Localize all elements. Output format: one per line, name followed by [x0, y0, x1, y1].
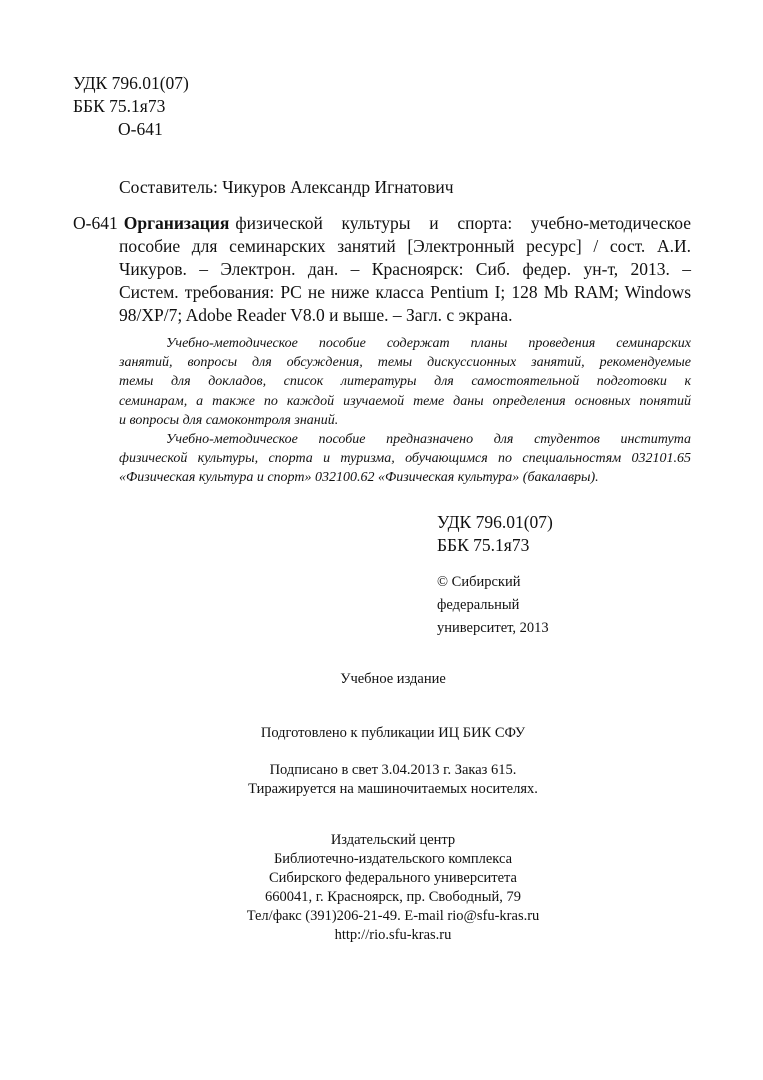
publisher-line: Сибирского федерального университета	[269, 870, 517, 886]
abstract-line: «Физическая культура и спорт» 032100.62 «Физическая культура» (бакалавры).	[119, 470, 599, 486]
publisher-info	[0, 831, 763, 945]
publisher-address: 660041, г. Красноярск, пр. Свободный, 79	[264, 889, 521, 905]
abstract-line: и вопросы для самоконтроля знаний.	[119, 412, 339, 428]
abstract-line: Учебно-методическое пособие предназначено для студентов института	[166, 432, 691, 448]
author-mark: О-641	[118, 119, 163, 139]
compiler: Составитель: Чикуров Александр Игнатович	[119, 177, 454, 197]
publisher-line: Издательский центр	[330, 832, 456, 848]
bbk-code: ББК 75.1я73	[73, 96, 166, 116]
entry-title: Организация	[123, 213, 230, 233]
entry-line: Чикуров. – Электрон. дан. – Красноярск: Сиб. федер. ун-т, 2013. –	[119, 259, 691, 279]
prepared-by: Подготовлено к публикации ИЦ БИК СФУ	[260, 725, 526, 741]
abstract-line: темы для докладов, список литературы для самостоятельной подготовки к	[119, 374, 691, 390]
publisher-line: Библиотечно-издательского комплекса	[273, 851, 513, 867]
udk-code: УДК 796.01(07)	[437, 512, 553, 532]
udk-code: УДК 796.01(07)	[73, 73, 189, 93]
entry-code: О-641	[73, 213, 118, 233]
publication-info	[0, 761, 763, 799]
abstract-line: Учебно-методическое пособие содержат планы проведения семинарских	[166, 336, 691, 351]
publisher-contacts: Тел/факс (391)206-21-49. E-mail rio@sfu-kras.ru	[246, 908, 540, 924]
publisher-website[interactable]: http://rio.sfu-kras.ru	[334, 927, 452, 943]
edition-type: Учебное издание	[340, 671, 446, 687]
copyright-line: университет, 2013	[437, 620, 549, 636]
replication-info: Тиражируется на машиночитаемых носителях.	[248, 781, 538, 797]
copyright-line: © Сибирский	[437, 574, 521, 590]
abstract-line: занятий, вопросы для обсуждения, темы дискуссионных занятий, рекомендуемые	[119, 355, 691, 371]
entry-line: Систем. требования: PC не ниже класса Pentium I; 128 Mb RAM; Windows	[119, 282, 691, 302]
signed-info: Подписано в свет 3.04.2013 г. Заказ 615.	[269, 762, 517, 778]
right-codes	[437, 511, 553, 557]
entry-line: 98/XP/7; Adobe Reader V8.0 и выше. – Загл. с экрана.	[119, 305, 513, 325]
entry-line: пособие для семинарских занятий [Электронный ресурс] / сост. А.И.	[119, 236, 691, 256]
abstract-line: семинарам, а также по каждой изучаемой теме даны определения основных понятий	[119, 393, 691, 409]
bbk-code: ББК 75.1я73	[437, 535, 530, 555]
header-codes	[73, 72, 189, 141]
copyright	[437, 571, 549, 640]
bibliographic-entry	[73, 212, 691, 327]
abstract	[119, 334, 691, 488]
copyright-line: федеральный	[437, 597, 520, 613]
entry-line: физической культуры и спорта: учебно-методическое	[235, 213, 691, 233]
abstract-line: физической культуры, спорта и туризма, обучающимся по специальностям 032101.65	[119, 451, 691, 467]
